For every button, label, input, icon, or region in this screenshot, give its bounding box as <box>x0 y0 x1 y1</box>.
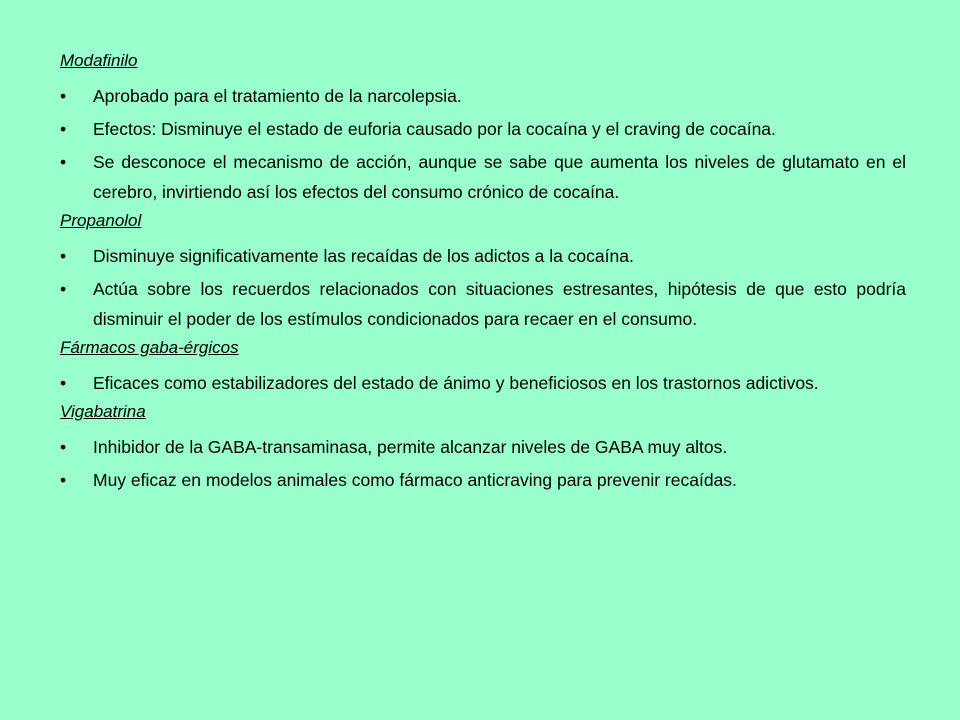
section-propanolol <box>60 210 906 334</box>
bullet-dot-icon: • <box>60 279 67 299</box>
bullet-dot-icon: • <box>60 152 67 172</box>
bullet-item <box>60 81 906 111</box>
bullet-text: Aprobado para el tratamiento de la narcolepsia. <box>93 86 462 106</box>
bullet-list <box>60 368 906 398</box>
bullet-dot-icon: • <box>60 373 67 393</box>
bullet-item <box>60 432 906 462</box>
section-vigabatrina <box>60 401 906 495</box>
section-heading: Fármacos gaba-érgicos <box>60 338 239 357</box>
bullet-text: Inhibidor de la GABA-transaminasa, permite alcanzar niveles de GABA muy altos. <box>93 437 728 457</box>
bullet-text: Eficaces como estabilizadores del estado de ánimo y beneficiosos en los trastornos adictivos. <box>93 373 819 393</box>
bullet-dot-icon: • <box>60 437 67 457</box>
bullet-item <box>60 114 906 144</box>
section-modafinilo <box>60 50 906 207</box>
bullet-item <box>60 465 906 495</box>
bullet-text: Actúa sobre los recuerdos relacionados con situaciones estresantes, hipótesis de que esto podría disminuir el poder de los estímulos condicionados para recaer en el consumo. <box>93 279 906 329</box>
section-heading: Modafinilo <box>60 51 138 70</box>
slide-content <box>60 50 906 498</box>
bullet-item <box>60 241 906 271</box>
section-farmacos-gaba-ergicos <box>60 337 906 398</box>
bullet-dot-icon: • <box>60 86 67 106</box>
section-heading: Propanolol <box>60 211 142 230</box>
bullet-text: Muy eficaz en modelos animales como fármaco anticraving para prevenir recaídas. <box>93 470 737 490</box>
bullet-dot-icon: • <box>60 470 67 490</box>
bullet-text: Disminuye significativamente las recaídas de los adictos a la cocaína. <box>93 246 634 266</box>
bullet-text: Efectos: Disminuye el estado de euforia causado por la cocaína y el craving de cocaína. <box>93 119 776 139</box>
section-heading: Vigabatrina <box>60 402 146 421</box>
bullet-list <box>60 241 906 334</box>
bullet-dot-icon: • <box>60 119 67 139</box>
bullet-list <box>60 432 906 495</box>
bullet-item <box>60 368 906 398</box>
bullet-text: Se desconoce el mecanismo de acción, aunque se sabe que aumenta los niveles de glutamato en el cerebro, invirtiendo así los efectos del consumo crónico de cocaína. <box>93 152 906 202</box>
bullet-item <box>60 147 906 207</box>
bullet-item <box>60 274 906 334</box>
bullet-dot-icon: • <box>60 246 67 266</box>
bullet-list <box>60 81 906 207</box>
